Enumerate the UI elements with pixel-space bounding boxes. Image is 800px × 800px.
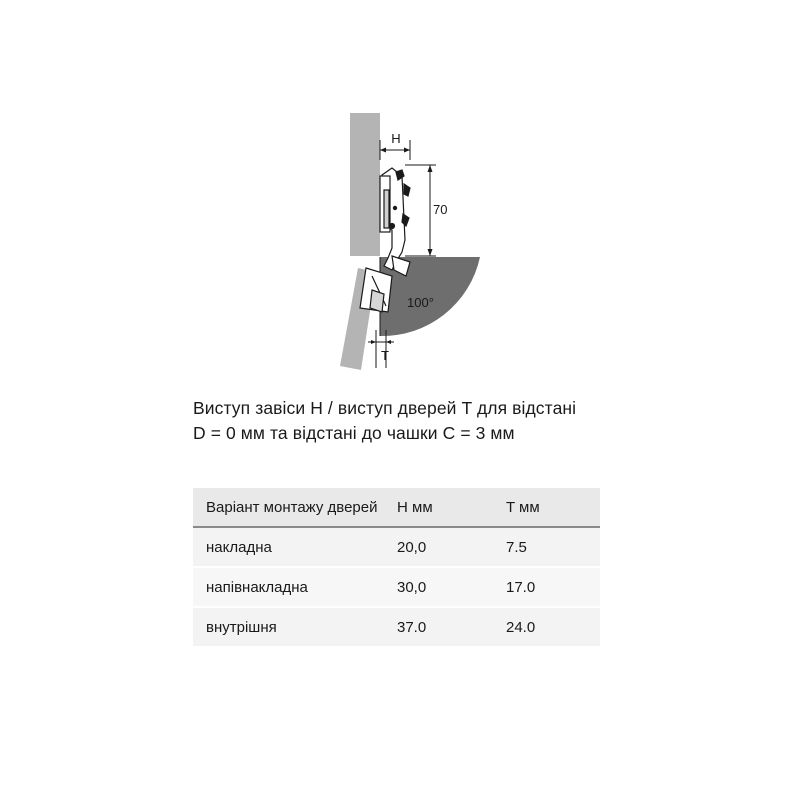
cabinet-side-panel xyxy=(350,113,380,256)
opening-angle-label: 100° xyxy=(407,295,434,310)
dimension-70-label: 70 xyxy=(433,202,448,217)
cell-h: 37.0 xyxy=(384,607,493,647)
cell-h: 20,0 xyxy=(384,527,493,567)
cell-t: 24.0 xyxy=(493,607,600,647)
table-header-row xyxy=(193,488,600,527)
table-row xyxy=(193,607,600,647)
dimension-t-label: T xyxy=(381,348,389,363)
cell-variant: внутрішня xyxy=(193,607,384,647)
cell-variant: накладна xyxy=(193,527,384,567)
cell-h: 30,0 xyxy=(384,567,493,607)
dimension-h-label: H xyxy=(391,131,401,146)
column-header-variant: Варіант монтажу дверей xyxy=(193,488,384,527)
caption-line-1: Виступ завіси H / виступ дверей T для відстані xyxy=(193,398,577,418)
diagram-caption xyxy=(193,396,576,446)
cell-t: 17.0 xyxy=(493,567,600,607)
cell-t: 7.5 xyxy=(493,527,600,567)
column-header-t: T мм xyxy=(493,488,600,527)
table-row xyxy=(193,527,600,567)
cell-variant: напівнакладна xyxy=(193,567,384,607)
column-header-h: H мм xyxy=(384,488,493,527)
mounting-table xyxy=(193,488,600,648)
table-row xyxy=(193,567,600,607)
caption-line-2: D = 0 мм та відстані до чашки C = 3 мм xyxy=(193,423,515,443)
